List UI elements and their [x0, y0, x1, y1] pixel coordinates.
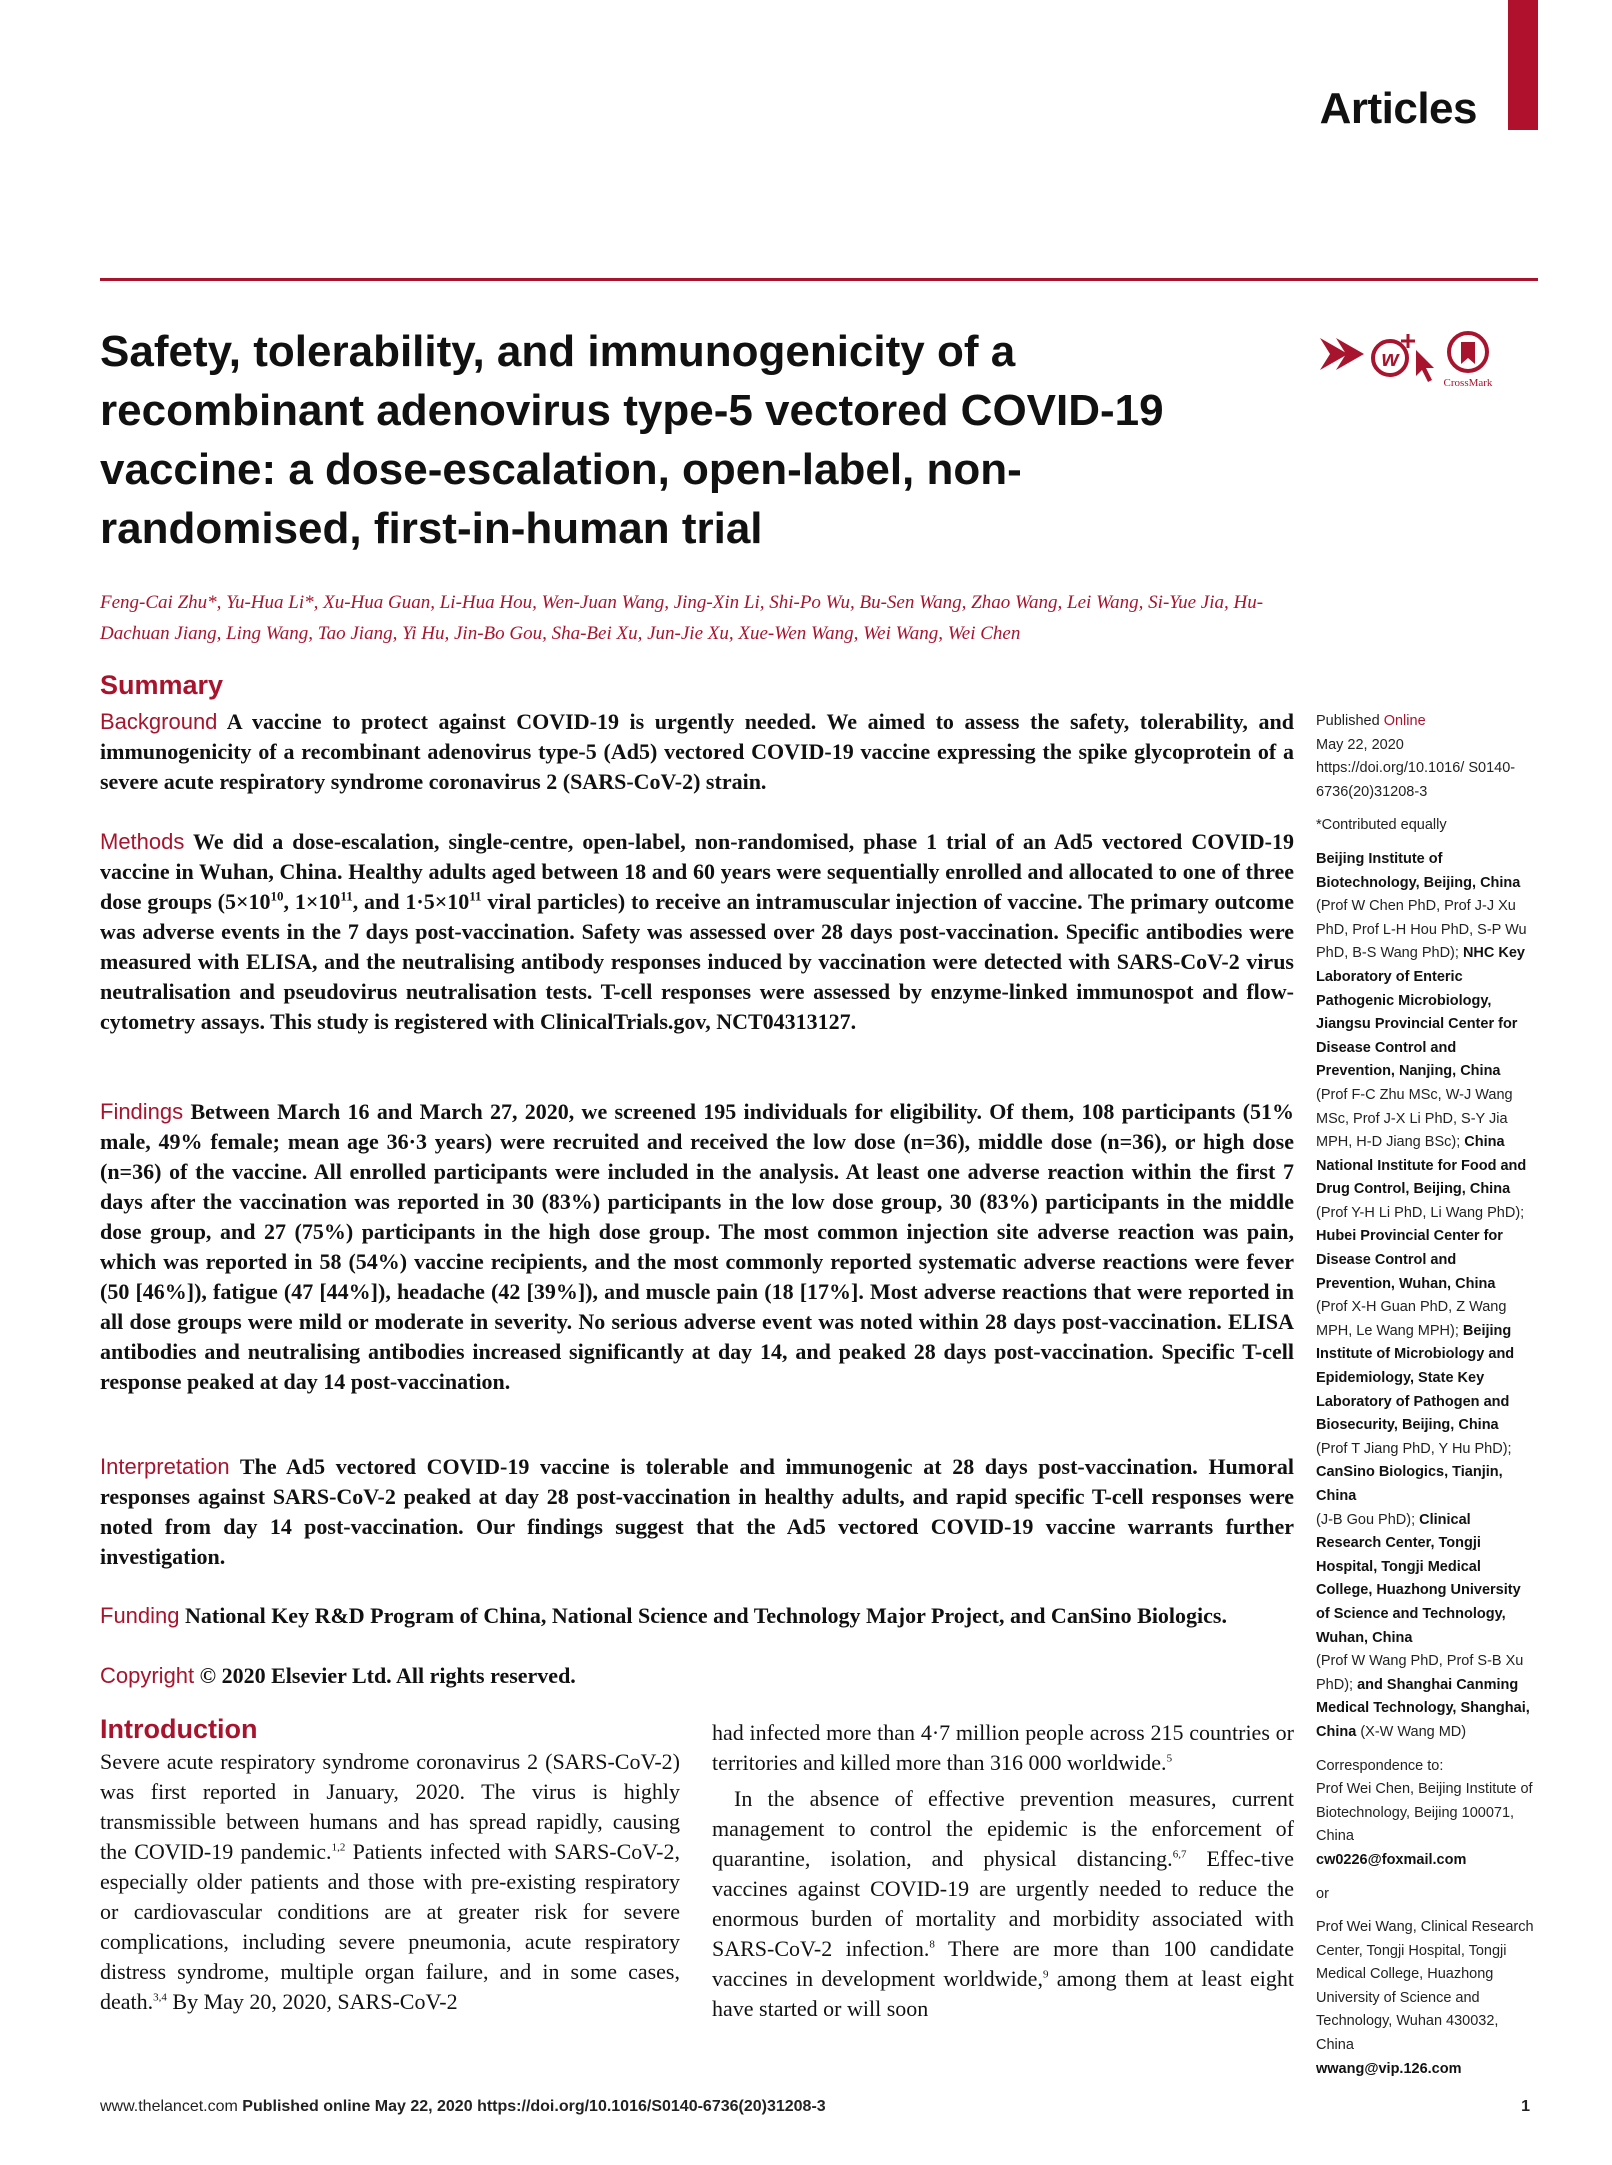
introduction-column-1 [100, 1747, 680, 2017]
citation[interactable]: 1,2 [331, 1841, 346, 1854]
doi-link[interactable]: https://doi.org/10.1016/ S0140-6736(20)31208-3 [1316, 760, 1516, 800]
abstract-interpretation [100, 1452, 1294, 1572]
email-link[interactable]: wwang@vip.126.com [1316, 2060, 1462, 2077]
affiliations: Beijing Institute of Biotechnology, Beijing, China (Prof W Chen PhD, Prof J-J Xu PhD, Prof L-H Hou PhD, S-P Wu PhD, B-S Wang PhD); NHC Key Laboratory of Enteric Pathogenic Microbiology, Jiangsu Provincial Center for Disease Control and Prevention, Nanjing, China (Prof F-C Zhu MSc, W-J Wang MSc, Prof J-X Li PhD, S-Y Jia MPH, H-D Jiang BSc); China National Institute for Food and Drug Control, Beijing, China (Prof Y-H Li PhD, Li Wang PhD); Hubei Provincial Center for Disease Control and Prevention, Wuhan, China (Prof X-H Guan PhD, Z Wang MPH, Le Wang MPH); Beijing Institute of Microbiology and Epidemiology, State Key Laboratory of Pathogen and Biosecurity, Beijing, China (Prof T Jiang PhD, Y Hu PhD); CanSino Biologics, Tianjin, China (J-B Gou PhD); Clinical Research Center, Tongji Hospital, Tongji Medical College, Huazhong University of Science and Technology, Wuhan, China (Prof W Wang PhD, Prof S-B Xu PhD); and Shanghai Canming Medical Technology, Shanghai, China (X-W Wang MD) [1316, 850, 1530, 1740]
article-badges [1318, 328, 1518, 398]
findings-text: Between March 16 and March 27, 2020, we screened 195 individuals for eligibility. Of them, 108 participants (51% male, 49% female; mean age 36·3 years) were recruited and received the low dose (n=36), middle dose (n=36), or high dose (n=36) of the vaccine. All enrolled participants were included in the analysis. At least one adverse reaction within the first 7 days after the vaccination was reported in 30 (83%) participants in the low dose group, 30 (83%) participants in the middle dose group, and 27 (75%) participants in the high dose group. The most common injection site adverse reaction was pain, which was reported in 58 (54%) vaccine recipients, and the most commonly reported systematic adverse reactions were fever (50 [46%]), fatigue (47 [44%]), headache (42 [39%]), and muscle pain (18 [17%]. Most adverse reactions that were reported in all dose groups were mild or moderate in severity. No serious adverse event was noted within 28 days post-vaccination. ELISA antibodies and neutralising antibodies increased significantly at day 14, and peaked 28 days post-vaccination. Specific T-cell response peaked at day 14 post-vaccination. [100, 1099, 1294, 1394]
crossmark-icon[interactable] [1449, 333, 1487, 371]
correspondence-2: Prof Wei Wang, Clinical Research Center, Tongji Hospital, Tongji Medical College, Huazhong University of Science and Technology, Wuhan 430032, China wwang@vip.126.com [1316, 1919, 1534, 2077]
abstract-methods: Methods We did a dose-escalation, single-centre, open-label, non-randomised, phase 1 trial of an Ad5 vectored COVID-19 vaccine in Wuhan, China. Healthy adults aged between 18 and 60 years were sequentially enrolled and allocated to one of three dose groups ($5\times 10^{10}$, $1\times 10^{11}$, and $1\cdot 5\times 10^{11}$ viral particles) to receive an intramuscular injection of vaccine. The primary outcome was adverse events in the 7 days post-vaccination. Safety was assessed over 28 days post-vaccination. Specific antibodies were measured with ELISA, and the neutralising antibody responses induced by vaccination were detected with SARS-CoV-2 virus neutralisation and pseudovirus neutralisation tests. T-cell responses were assessed by enzyme-linked immunospot and flow-cytometry assays. This study is registered with ClinicalTrials.gov, NCT04313127. [100, 829, 1294, 1034]
footer-published: Published online May 22, 2020 [242, 2098, 473, 2115]
abstract-findings [100, 1097, 1294, 1397]
article-sidebar [1316, 710, 1538, 2091]
funding-label: Funding [100, 1603, 180, 1628]
dose-high: $1\cdot 5\times 10^{11}$ [405, 888, 482, 914]
footer-site[interactable]: www.thelancet.com [100, 2098, 238, 2115]
page-number: 1 [1521, 2098, 1530, 2115]
badge-icons [1318, 328, 1518, 398]
open-access-arrow-icon[interactable] [1320, 338, 1364, 370]
correspondence-or: or [1316, 1885, 1329, 1902]
header-rule [100, 278, 1538, 281]
email-link[interactable]: cw0226@foxmail.com [1316, 1851, 1467, 1868]
introduction-column-2 [712, 1718, 1294, 2024]
intro-paragraph: Severe acute respiratory syndrome coronavirus 2 (SARS-CoV-2) was first reported in January, 2020. The virus is highly transmissible between humans and has spread rapidly, causing the COVID-19 pandemic.$^{1,2}$ Patients infected with SARS-CoV-2, especially older patients and those with pre-existing respiratory or cardiovascular conditions are at greater risk for severe complications, including severe pneumonia, acute respiratory distress syndrome, multiple organ failure, and in some cases, death.$^{3,4}$ By May 20, 2020, SARS-CoV-2 [100, 1749, 681, 2014]
contributed-note: *Contributed equally [1316, 817, 1447, 834]
introduction-heading: Introduction [100, 1714, 258, 1744]
interpretation-text: The Ad5 vectored COVID-19 vaccine is tolerable and immunogenic at 28 days post-vaccination. Humoral responses against SARS-CoV-2 peaked at day 28 post-vaccination in healthy adults, and rapid specific T-cell responses were noted from day 14 post-vaccination. Our findings suggest that the Ad5 vectored COVID-19 vaccine warrants further investigation. [100, 1454, 1295, 1569]
background-label: Background [100, 709, 218, 734]
abstract-background [100, 707, 1294, 797]
dose-middle: $1\times 10^{11}$ [294, 888, 353, 914]
page-footer [100, 2098, 1530, 2116]
citation[interactable]: 5 [1166, 1752, 1173, 1765]
author-list: Feng-Cai Zhu*, Yu-Hua Li*, Xu-Hua Guan, Li-Hua Hou, Wen-Juan Wang, Jing-Xin Li, Shi-Po Wu, Bu-Sen Wang, Zhao Wang, Lei Wang, Si-Yue Jia, Hu-Dachuan Jiang, Ling Wang, Tao Jiang, Yi Hu, Jin-Bo Gou, Sha-Bei Xu, Jun-Jie Xu, Xue-Wen Wang, Wei Wang, Wei Chen [100, 592, 1264, 644]
intro-paragraph: In the absence of effective prevention measures, current management to control the epidemic is the enforcement of quarantine, isolation, and physical distancing.$^{6,7}$ Effec-tive vaccines against COVID-19 are urgently needed to reduce the enormous burden of mortality and morbidity associated with SARS-CoV-2 infection.$^8$ There are more than 100 candidate vaccines in development worldwide,$^9$ among them at least eight have started or will soon [712, 1786, 1295, 2021]
findings-label: Findings [100, 1099, 184, 1124]
methods-label: Methods [100, 829, 185, 854]
section-label: Articles [1319, 84, 1477, 133]
citation[interactable]: 8 [929, 1938, 935, 1951]
crossmark-label: CrossMark [1443, 377, 1493, 389]
publication-info: Published Online May 22, 2020 https://doi.org/10.1016/ S0140-6736(20)31208-3 [1316, 713, 1516, 800]
summary-heading: Summary [100, 670, 224, 700]
footer-doi[interactable]: https://doi.org/10.1016/S0140-6736(20)31208-3 [477, 2098, 826, 2115]
citation[interactable]: 6,7 [1172, 1848, 1187, 1861]
svg-text:w: w [1381, 346, 1399, 371]
web-extra-icon[interactable] [1373, 334, 1415, 375]
article-title: Safety, tolerability, and immunogenicity of a recombinant adenovirus type-5 vectored COVID-19 vaccine: a dose-escalation, open-label, non-randomised, first-in-human trial [100, 327, 1164, 553]
header-accent-bar [1508, 0, 1538, 130]
abstract-funding [100, 1601, 1294, 1631]
interpretation-label: Interpretation [100, 1454, 230, 1479]
copyright-text: © 2020 Elsevier Ltd. All rights reserved. [199, 1663, 576, 1688]
methods-text-b: viral particles) to receive an intramuscular injection of vaccine. The primary outcome was adverse events in the 7 days post-vaccination. Safety was assessed over 28 days post-vaccination. Specific antibodies were measured with ELISA, and the neutralising antibody responses induced by vaccination were detected with SARS-CoV-2 virus neutralisation and pseudovirus neutralisation tests. T-cell responses were assessed by enzyme-linked immunospot and flow-cytometry assays. This study is registered with ClinicalTrials.gov, NCT04313127. [100, 889, 1294, 1034]
citation[interactable]: 9 [1042, 1968, 1049, 1981]
citation[interactable]: 3,4 [153, 1991, 167, 2004]
abstract-copyright [100, 1661, 1294, 1691]
background-text: A vaccine to protect against COVID-19 is urgently needed. We aimed to assess the safety, tolerability, and immunogenicity of a recombinant adenovirus type-5 (Ad5) vectored COVID-19 vaccine expressing the spike glycoprotein of a severe acute respiratory syndrome coronavirus 2 (SARS-CoV-2) strain. [100, 709, 1294, 794]
copyright-label: Copyright [100, 1663, 195, 1688]
published-online-link[interactable]: Online [1383, 713, 1426, 729]
intro-paragraph: had infected more than 4·7 million people across 215 countries or territories and killed more than 316 000 worldwide.$^5$ [712, 1720, 1294, 1775]
funding-text: National Key R&D Program of China, National Science and Technology Major Project, and CanSino Biologics. [185, 1603, 1227, 1628]
cursor-icon [1416, 350, 1434, 382]
correspondence: Correspondence to: Prof Wei Chen, Beijing Institute of Biotechnology, Beijing 100071, China cw0226@foxmail.com [1316, 1757, 1533, 1868]
methods-text-a: We did a dose-escalation, single-centre, open-label, non-randomised, phase 1 trial of an Ad5 vectored COVID-19 vaccine in Wuhan, China. Healthy adults aged between 18 and 60 years were sequentially enrolled and allocated to one of three dose groups ( [100, 829, 1294, 914]
dose-low: $5\times 10^{10}$ [224, 888, 284, 914]
